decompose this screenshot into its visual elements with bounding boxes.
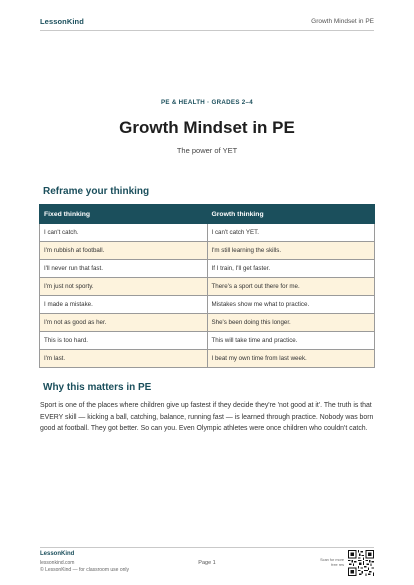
header-divider xyxy=(40,30,374,31)
fixed-cell: I'm rubbish at football. xyxy=(40,242,208,260)
table-row xyxy=(40,260,375,278)
growth-cell: I beat my own time from last week. xyxy=(207,350,375,368)
table-header-row xyxy=(40,205,375,224)
footer-website-link[interactable]: lessonkind.com xyxy=(40,560,75,566)
footer-divider xyxy=(40,547,374,548)
growth-cell: If I train, I'll get faster. xyxy=(207,260,375,278)
why-heading: Why this matters in PE xyxy=(43,382,152,393)
table-row xyxy=(40,224,375,242)
table-row xyxy=(40,350,375,368)
growth-cell: She's been doing this longer. xyxy=(207,314,375,332)
growth-cell: I'm still learning the skills. xyxy=(207,242,375,260)
fixed-cell: I'm not as good as her. xyxy=(40,314,208,332)
header-doc-title: Growth Mindset in PE xyxy=(311,17,374,25)
mindset-table xyxy=(39,204,375,368)
reframe-heading: Reframe your thinking xyxy=(43,186,150,197)
column-header-growth: Growth thinking xyxy=(207,205,375,224)
fixed-cell: I can't catch. xyxy=(40,224,208,242)
fixed-cell: This is too hard. xyxy=(40,332,208,350)
page-number: Page 1 xyxy=(198,560,216,566)
table-row xyxy=(40,242,375,260)
fixed-cell: I'm just not sporty. xyxy=(40,278,208,296)
table-row xyxy=(40,278,375,296)
growth-cell: This will take time and practice. xyxy=(207,332,375,350)
growth-cell: I can't catch YET. xyxy=(207,224,375,242)
page-subtitle: The power of YET xyxy=(176,146,238,155)
column-header-fixed: Fixed thinking xyxy=(40,205,208,224)
growth-cell: Mistakes show me what to practice. xyxy=(207,296,375,314)
subject-eyebrow: PE & HEALTH · GRADES 2–4 xyxy=(160,99,253,106)
why-paragraph: Sport is one of the places where children give up fastest if they decide they're 'not good at it'. The truth is that EVERY skill — kicking a ball, catching, balance, running fast — is learned through practice. Nobody was born good at football. They got better. So can you. Even Olympic athletes were once children who couldn't catch. xyxy=(40,402,374,433)
fixed-cell: I made a mistake. xyxy=(40,296,208,314)
qr-caption: Scan for more free res xyxy=(320,558,344,567)
qr-code-icon[interactable] xyxy=(348,550,374,576)
growth-cell: There's a sport out there for me. xyxy=(207,278,375,296)
page-header xyxy=(40,14,374,28)
table-row xyxy=(40,332,375,350)
fixed-cell: I'm last. xyxy=(40,350,208,368)
footer-copyright: © LessonKind — for classroom use only xyxy=(40,567,130,573)
table-row xyxy=(40,296,375,314)
fixed-cell: I'll never run that fast. xyxy=(40,260,208,278)
footer-brand: LessonKind xyxy=(40,551,75,557)
table-row xyxy=(40,314,375,332)
brand-logo-text[interactable]: LessonKind xyxy=(40,16,84,26)
page-title: Growth Mindset in PE xyxy=(119,118,295,137)
